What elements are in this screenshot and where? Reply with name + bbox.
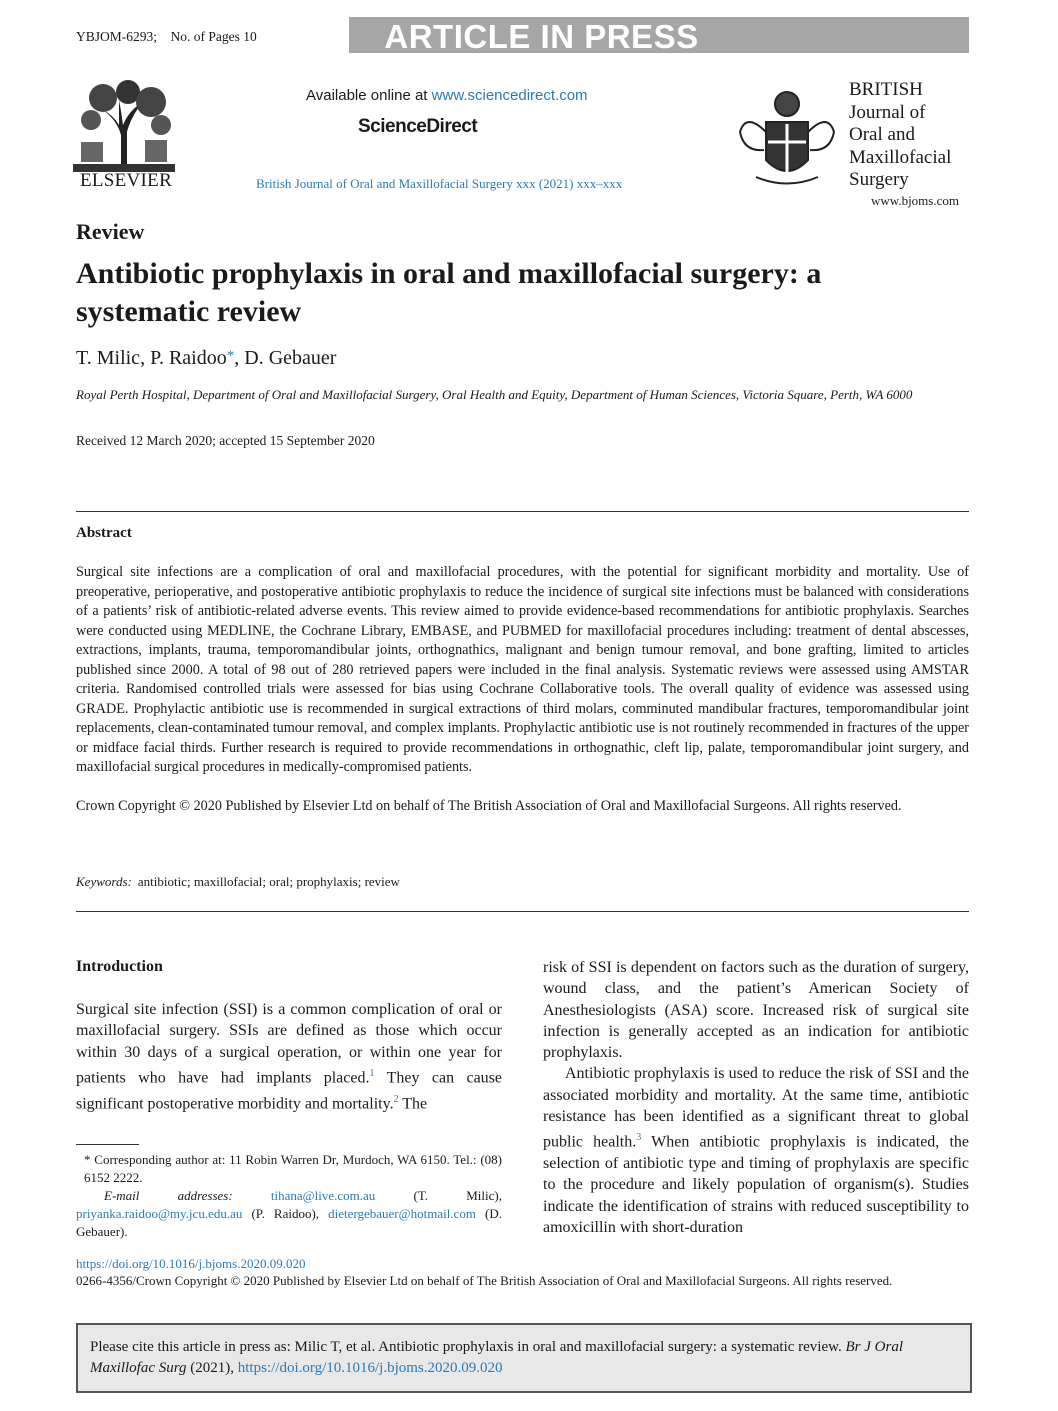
article-in-press-banner [349, 17, 969, 53]
article-title: Antibiotic prophylaxis in oral and maxillofacial surgery: a systematic review [76, 257, 822, 328]
bjoms-crest-logo [736, 82, 838, 190]
email-label: E-mail addresses: [104, 1188, 233, 1203]
divider [76, 511, 969, 512]
intro-text: Surgical site infection (SSI) is a common complication of oral or maxillofacial surgery. SSIs are defined as those which occur within 30 days of a surgical operation, or within one year for patients who have had implants placed. [76, 1001, 502, 1087]
email-owner: (T. Milic), [375, 1188, 502, 1203]
citation-year: (2021), [186, 1360, 238, 1376]
bjoms-line: Surgery [849, 169, 909, 190]
issn-copyright: 0266-4356/Crown Copyright © 2020 Published by Elsevier Ltd on behalf of The British Association of Oral and Maxillofacial Surgeons. All rights reserved. [76, 1273, 893, 1288]
elsevier-wordmark: ELSEVIER [79, 170, 173, 191]
email-owner: (P. Raidoo), [242, 1206, 329, 1221]
keywords [76, 874, 400, 890]
email-link[interactable]: priyanka.raidoo@my.jcu.edu.au [76, 1206, 243, 1221]
reference-link[interactable]: 2 [393, 1093, 399, 1105]
bjoms-line: Maxillofacial [849, 146, 952, 168]
citation-journal: Br J Oral Maxillofac Surg [90, 1339, 903, 1376]
banner-text: ARTICLE IN PRESS [384, 18, 699, 55]
author-list [76, 347, 336, 370]
keywords-label: Keywords: [76, 874, 132, 889]
abstract-heading: Abstract [76, 525, 132, 541]
corresponding-author-note: * Corresponding author at: 11 Robin Warren Dr, Murdoch, WA 6150. Tel.: (08) 6152 2222. [84, 1152, 502, 1185]
availability-line [306, 87, 588, 104]
paragraph-text: When antibiotic prophylaxis is indicated, the selection of antibiotic type and timing of prophylaxis are specific to the procedure and likely population of organism(s). Studies indicate the identification of strains with reduced susceptibility to amoxicillin with short-duration [543, 1133, 970, 1236]
citation-prefix: Please cite this article in press as: Milic T, et al. Antibiotic prophylaxis in oral and maxillofacial surgery: a systematic review. [90, 1339, 846, 1355]
corresponding-author-marker[interactable]: * [226, 348, 235, 364]
email-link[interactable]: dietergebauer@hotmail.com [328, 1206, 476, 1221]
received-dates: Received 12 March 2020; accepted 15 September 2020 [76, 433, 375, 448]
divider [76, 911, 969, 912]
paragraph-text: Antibiotic prophylaxis is used to reduce the risk of SSI and the associated morbidity and mortality. At the same time, antibiotic resistance has been identified as a significant threat to global public health. [543, 1065, 969, 1151]
doi-link[interactable]: https://doi.org/10.1016/j.bjoms.2020.09.020 [76, 1256, 306, 1271]
bjoms-line: Oral and [849, 124, 915, 145]
manuscript-id: YBJOM-6293; No. of Pages 10 [76, 29, 257, 44]
email-addresses [76, 1187, 502, 1241]
paragraph: risk of SSI is dependent on factors such as the duration of surgery, wound class, and the patient’s American Society of Anesthesiologists (ASA) score. Increased risk of surgical site infection is generally accepted as an indication for antibiotic prophylaxis. [543, 959, 969, 1062]
email-owner: (D. Gebauer). [76, 1206, 503, 1239]
abstract-copyright: Crown Copyright © 2020 Published by Elsevier Ltd on behalf of The British Association of Oral and Maxillofacial Surgeons. All rights reserved. [76, 798, 902, 814]
bjoms-line: BRITISH [849, 79, 923, 100]
intro-right-column [543, 957, 969, 1238]
reference-link[interactable]: 3 [636, 1132, 642, 1144]
sciencedirect-logo: ScienceDirect [358, 116, 478, 137]
intro-left-column [76, 999, 502, 1114]
email-link[interactable]: tihana@live.com.au [270, 1188, 376, 1203]
bjoms-title-block [849, 79, 951, 192]
footnote-divider [76, 1144, 139, 1145]
bjoms-url: www.bjoms.com [871, 193, 959, 208]
keywords-list: antibiotic; maxillofacial; oral; prophylaxis; review [137, 874, 400, 889]
journal-reference-link[interactable]: British Journal of Oral and Maxillofacial Surgery xxx (2021) xxx–xxx [256, 176, 623, 191]
affiliation: Royal Perth Hospital, Department of Oral and Maxillofacial Surgery, Oral Health and Equity, Department of Human Sciences, Victoria Square, Perth, WA 6000 [76, 387, 913, 402]
introduction-heading: Introduction [76, 958, 163, 975]
intro-text: They can cause significant postoperative morbidity and mortality. [76, 1069, 502, 1112]
sciencedirect-link[interactable]: www.sciencedirect.com [431, 87, 588, 104]
section-label: Review [76, 219, 145, 244]
intro-text: The [398, 1094, 428, 1112]
citation-box [76, 1323, 972, 1393]
authors-last: , D. Gebauer [234, 347, 337, 369]
paragraph [543, 1063, 969, 1238]
citation-text [90, 1337, 960, 1379]
footnote [76, 1151, 502, 1241]
citation-doi-link[interactable]: https://doi.org/10.1016/j.bjoms.2020.09.020 [237, 1360, 503, 1376]
reference-link[interactable]: 1 [369, 1067, 375, 1079]
bjoms-line: Journal of [849, 101, 926, 123]
abstract-text: Surgical site infections are a complication of oral and maxillofacial procedures, with the potential for significant morbidity and mortality. Use of preoperative, perioperative, and postoperative antibiotic prophylaxis to reduce the incidence of surgical site infections must be balanced with considerations of a patients’ risk of antibiotic-related adverse events. This review aimed to provide evidence-based recommendations for antibiotic prophylaxis. Searches were conducted using MEDLINE, the Cochrane Library, EMBASE, and PUBMED for maxillofacial procedures including: treatment of dental abscesses, extractions, implants, trauma, temporomandibular joints, orthognathics, malignant and benign tumour removal, and bone grafting, limited to articles published since 2000. A total of 98 out of 280 retrieved papers were included in the final analysis. Systematic reviews were assessed using AMSTAR criteria. Randomised controlled trials were assessed for bias using Cochrane Collaborative tools. The overall quality of evidence was assessed using GRADE. Prophylactic antibiotic use is recommended in surgical extractions of third molars, comminuted mandibular fractures, temporomandibular joint replacements, clean-contaminated tumour removal, and complex implants. Prophylactic antibiotic use is not routinely recommended in fractures of the upper or midface facial thirds. Further research is required to provide recommendations in orthognathic, cleft lip, palate, temporomandibular joint surgery, and maxillofacial surgical procedures in medically-compromised patients. [76, 564, 969, 775]
available-label: Available online at [306, 87, 432, 104]
authors-first: T. Milic, P. Raidoo [76, 347, 227, 369]
